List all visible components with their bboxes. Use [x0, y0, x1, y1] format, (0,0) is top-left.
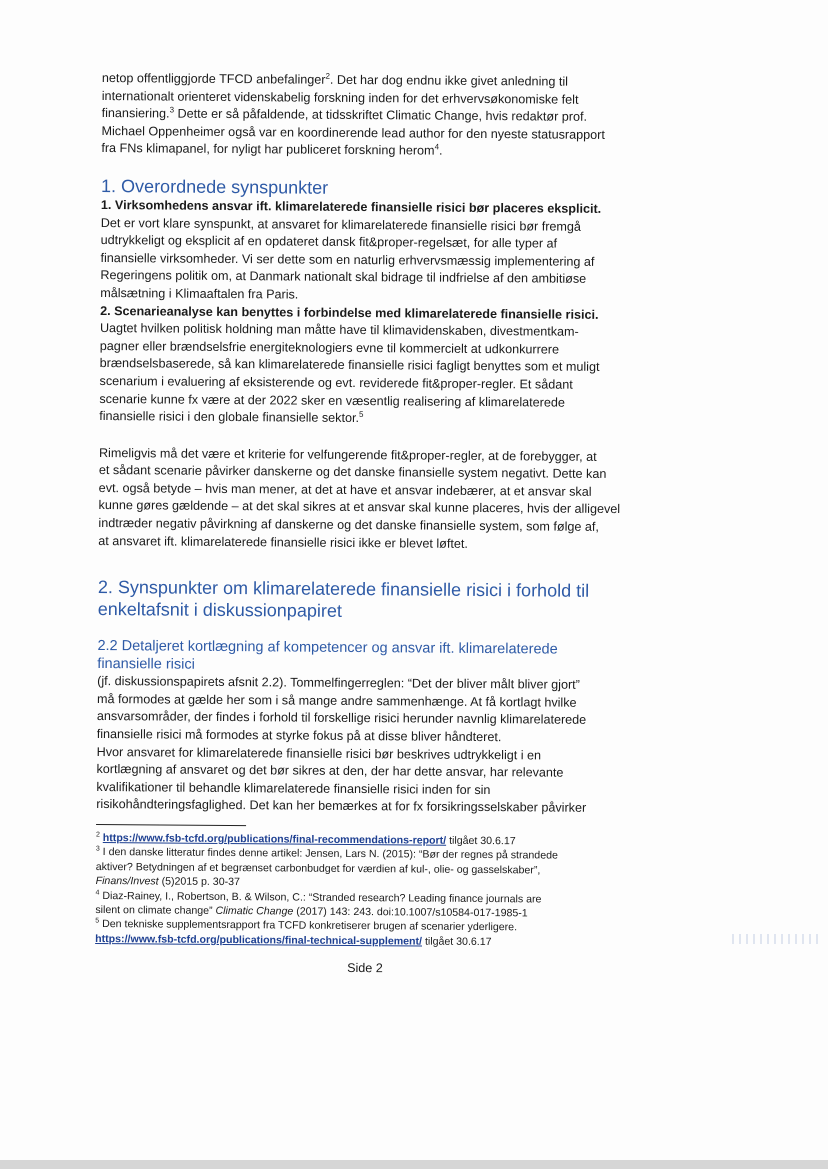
- footnote-ref: 3: [169, 105, 175, 115]
- footnote-ref: 4: [434, 142, 440, 152]
- text-line: finansiering.$^3$ Dette er så påfaldende, at tidsskriftet Climatic Change, hvis redaktør prof.: [101, 105, 588, 124]
- footnotes: [95, 831, 636, 950]
- text-line: Det er vort klare synspunkt, at ansvaret for klimarelaterede finansielle risici bør fremgå: [100, 215, 581, 234]
- text-line: Uagtet hvilken politisk holdning man måtte have til klimavidenskaben, divestmentkam-: [99, 321, 579, 339]
- point-title: 2. Scenarieanalyse kan benyttes i forbindelse med klimarelaterede finansielle risici.: [100, 303, 599, 322]
- section2-paragraph2: [96, 744, 637, 819]
- text-line: scenarium i evaluering af eksisterende og evt. reviderede fit&proper-regler. Et sådant: [99, 373, 573, 392]
- text-line: pagner eller brændselsfrie energiteknologiers evne til kommercielt at udkonkurrere: [99, 338, 560, 357]
- text-line: netop offentliggjorde TFCD anbefalinger$^2$. Det har dog endnu ikke givet anledning til: [101, 70, 569, 89]
- footnote-ref: 2: [325, 71, 331, 81]
- text-line: finansielle virksomheder. Vi ser dette som en naturlig erhvervsmæssig implementering af: [100, 250, 595, 269]
- text-line: målsætning i Klimaaftalen fra Paris.: [100, 285, 299, 302]
- text-line: udtrykkeligt og eksplicit af en opdateret dansk fit&proper-regelsæt, for alle typer af: [100, 233, 558, 251]
- text-line: Hvor ansvaret for klimarelaterede finansielle risici bør beskrives udtrykkeligt i en: [96, 744, 542, 763]
- page-number: Side 2: [347, 961, 383, 976]
- text-line: (jf. diskussionspapirets afsnit 2.2). Tommelfingerreglen: “Det der bliver målt bliver gjort”: [97, 674, 580, 693]
- text-line: kortlægning af ansvaret og det bør sikres at den, der har dette ansvar, har relevante: [96, 762, 564, 780]
- text-line: aktiver? Betydningen af et begrænset carbonbudget for værdien af kul-, olie- og gasselskaber”,: [95, 860, 541, 877]
- text-line: scenarie kunne fx være at der 2022 sker en væsentlig realisering af klimarelaterede: [99, 391, 565, 410]
- text-line: internationalt orienteret videnskabelig forskning inden for det erhvervsøkonomiske felt: [101, 88, 579, 107]
- intro-paragraph: [101, 70, 642, 162]
- section-heading: 2. Synspunkter om klimarelaterede finansielle risici i forhold til enkeltafsnit i diskussionpapiret: [97, 577, 590, 622]
- scan-artifact: [732, 934, 818, 944]
- text-line: finansielle risici i den globale finansielle sektor.$^5$: [99, 409, 364, 426]
- footnote-4: $^4$ Diaz-Rainey, I., Robertson, B. & Wilson, C.: “Stranded research? Leading finance journals are: [95, 889, 542, 906]
- text-line: ansvarsområder, der findes i forhold til forskellige risici herunder navnlig klimarelaterede: [96, 709, 587, 728]
- section1-paragraph3: [98, 445, 639, 555]
- footnote-link[interactable]: https://www.fsb-tcfd.org/publications/final-recommendations-report/: [102, 832, 447, 847]
- text-line: Regeringens politik om, at Danmark nationalt skal bidrage til indfrielse af den ambitiøse: [100, 268, 587, 287]
- text-line: fra FNs klimapanel, for nyligt har publiceret forskning herom$^4$.: [101, 141, 443, 159]
- text-line: finansielle risici må formodes at styrke fokus på at disse bliver håndteret.: [96, 727, 502, 745]
- point-title: 1. Virksomhedens ansvar ift. klimarelaterede finansielle risici bør placeres eksplicit.: [100, 197, 602, 216]
- subsection-heading: 2.2 Detaljeret kortlægning af kompetencer og ansvar ift. klimarelaterede finansielle risici: [97, 638, 558, 673]
- section1-point1: [100, 197, 641, 307]
- text-line: indtræder negativ påvirkning af danskerne og det danske finansielle system, som følge af,: [98, 516, 600, 534]
- text-line: kunne gøres gældende – at det skal sikres at et ansvar skal kunne placeres, hvis der alligevel: [98, 498, 621, 517]
- text-line: kvalifikationer til behandle klimarelaterede finansielle risici inden for sin: [96, 779, 491, 797]
- section2-paragraph1: [97, 673, 638, 748]
- footnote-2: $^2$ https://www.fsb-tcfd.org/publications/final-recommendations-report/ tilgået 30.6.17: [95, 831, 516, 848]
- text-line: brændselsbaserede, så kan klimarelaterede finansielle risici fagligt benyttes som et muligt: [99, 356, 600, 375]
- text-line: https://www.fsb-tcfd.org/publications/final-technical-supplement/ tilgået 30.6.17: [95, 932, 492, 948]
- text-line: evt. også betyde – hvis man mener, at det at have et ansvar indebærer, at et ansvar skal: [98, 480, 592, 499]
- text-line: Finans/Invest (5)2015 p. 30-37: [95, 875, 240, 889]
- text-line: må formodes at gælde her som i så mange andre sammenhænge. At få kortlagt hvilke: [97, 691, 577, 710]
- footnote-link[interactable]: https://www.fsb-tcfd.org/publications/final-technical-supplement/: [95, 932, 423, 948]
- text-line: silent on climate change” Climatic Change (2017) 143: 243. doi:10.1007/s10584-017-1985-1: [95, 904, 528, 920]
- text-line: risikohåndteringsfaglighed. Det kan her bemærkes at for fx forsikringsselskaber påvirker: [96, 797, 587, 816]
- footnote-separator: [96, 824, 246, 826]
- section-heading: 1. Overordnede synspunkter: [101, 175, 329, 198]
- text-line: Michael Oppenheimer også var en koordinerende lead author for den nyeste statusrapport: [101, 123, 605, 142]
- footnote-ref: 5: [358, 409, 364, 419]
- text-line: Rimeligvis må det være et kriterie for velfungerende fit&proper-regler, at de forebygger, at: [98, 445, 597, 464]
- text-line: at ansvaret ift. klimarelaterede finansielle risici ikke er blevet løftet.: [98, 533, 468, 551]
- text-line: et sådant scenarie påvirker danskerne og det danske finansielle system negativt. Dette kan: [98, 463, 607, 482]
- section1-point2: [99, 303, 640, 430]
- footnote-5: $^5$ Den tekniske supplementsrapport fra TCFD konkretiserer brugen af scenarier yderligere.: [95, 917, 518, 934]
- page-bottom-edge: [0, 1160, 828, 1169]
- footnote-3: $^3$ I den danske litteratur findes denne artikel: Jensen, Lars N. (2015): “Bør der regnes på strandede: [95, 845, 558, 863]
- page-content: [95, 70, 642, 980]
